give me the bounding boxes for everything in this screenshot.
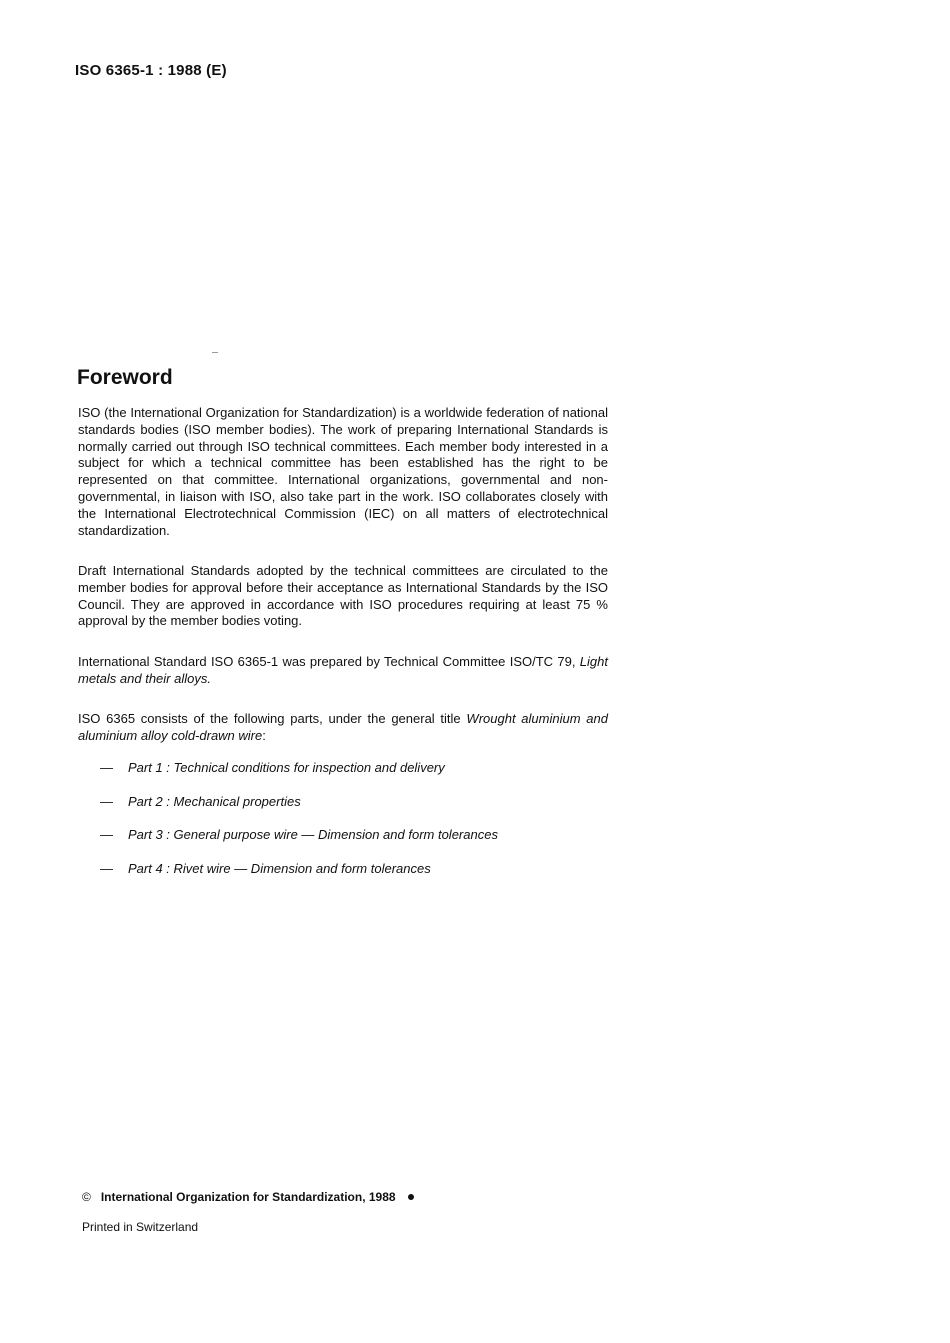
- document-id: ISO 6365-1 : 1988 (E): [75, 62, 227, 79]
- paragraph-4-text: ISO 6365 consists of the following parts, under the general title: [78, 711, 461, 726]
- part-2-title: Part 2 : Mechanical properties: [128, 793, 301, 809]
- foreword-paragraph-4: [78, 711, 608, 745]
- general-title-colon: :: [262, 727, 266, 743]
- part-3-title: Part 3 : General purpose wire — Dimension and form tolerances: [128, 827, 498, 843]
- committee-title: Light metals and their alloys.: [78, 654, 608, 686]
- copyright-icon: ©: [82, 1190, 91, 1204]
- bullet-icon: [408, 1194, 414, 1200]
- parts-list: [100, 760, 498, 895]
- general-title: Wrought aluminium and aluminium alloy cold-drawn wire: [78, 711, 608, 743]
- list-item: [100, 827, 498, 861]
- printed-location: Printed in Switzerland: [82, 1220, 199, 1234]
- list-dash: —: [100, 793, 113, 809]
- foreword-paragraph-2: Draft International Standards adopted by the technical committees are circulated to the member bodies for approval before their acceptance as International Standards by the ISO Council. They are approved in accordance with ISO procedures requiring at least 75 % approval by the member bodies voting.: [78, 563, 608, 629]
- list-item: [100, 760, 498, 794]
- foreword-paragraph-1: ISO (the International Organization for Standardization) is a worldwide federation of national standards bodies (ISO member bodies). The work of preparing International Standards is normally carried out through ISO technical committees. Each member body interested in a subject for which a technical committee has been established has the right to be represented on that committee. International organizations, governmental and non-governmental, in liaison with ISO, also take part in the work. ISO collaborates closely with the International Electrotechnical Commission (IEC) on all matters of electrotechnical standardization.: [78, 405, 608, 538]
- list-dash: —: [100, 827, 113, 843]
- part-1-title: Part 1 : Technical conditions for inspection and delivery: [128, 760, 445, 775]
- list-dash: —: [100, 760, 113, 775]
- stray-mark: [212, 352, 218, 353]
- copyright-text: International Organization for Standardization, 1988: [100, 1190, 396, 1204]
- list-dash: —: [100, 861, 113, 877]
- copyright-line: [82, 1190, 414, 1204]
- list-item: [100, 861, 498, 895]
- foreword-paragraph-3: [78, 654, 608, 688]
- foreword-heading: Foreword: [77, 366, 173, 389]
- list-item: [100, 794, 498, 828]
- part-4-title: Part 4 : Rivet wire — Dimension and form tolerances: [128, 861, 431, 877]
- paragraph-3-text: International Standard ISO 6365-1 was prepared by Technical Committee ISO/TC 79,: [78, 654, 576, 669]
